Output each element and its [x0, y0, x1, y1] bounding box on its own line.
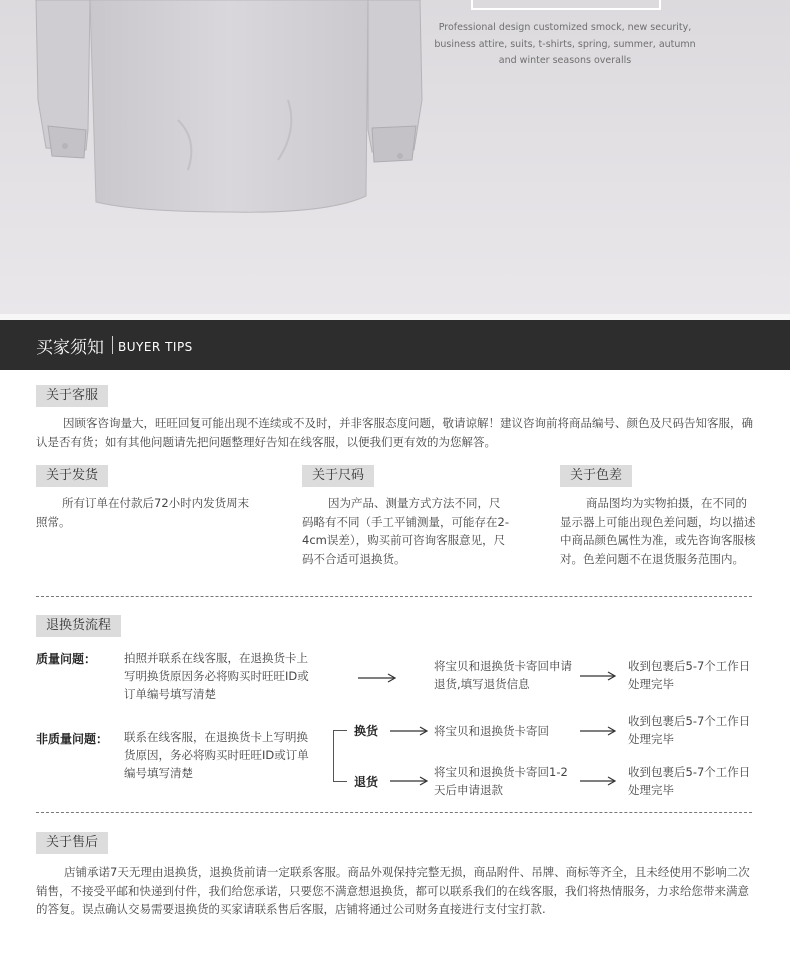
shirt-image [28, 0, 428, 214]
arrow-right-icon [358, 673, 396, 683]
quality-issue-label: 质量问题： [36, 652, 97, 666]
banner-frame [471, 0, 661, 10]
quality-return-step: 将宝贝和退换货卡寄回申请退货,填写退货信息 [434, 659, 572, 692]
color-tag: 关于色差 [560, 465, 632, 487]
arrow-right-icon [580, 776, 616, 786]
flow-bracket [333, 730, 347, 782]
header-separator [112, 336, 113, 354]
exchange-result: 收到包裹后5-7个工作日处理完毕 [628, 714, 751, 747]
header-title-cn: 买家须知 [36, 338, 104, 358]
customer-service-text: 因顾客咨询量大，旺旺回复可能出现不连续或不及时，并非客服态度问题，敬请谅解！建议咨询前将商品编号、颜色及尺码告知客服，确认是否有货；如有其他问题请先把问题整理好告知在线客服，以便我们更有效的为您解答。 [36, 416, 753, 449]
quality-result: 收到包裹后5-7个工作日处理完毕 [628, 659, 751, 692]
header-title-en: BUYER TIPS [118, 340, 193, 354]
buyer-tips-header [0, 320, 790, 370]
hero-banner [0, 0, 790, 314]
after-sales-tag: 关于售后 [36, 832, 108, 854]
refund-label: 退货 [354, 775, 379, 789]
size-tag: 关于尺码 [302, 465, 374, 487]
arrow-right-icon [390, 726, 428, 736]
arrow-right-icon [580, 671, 616, 681]
hero-description: Professional design customized smock, new security, business attire, suits, t-shirts, spring, summer, autumn and winter seasons overalls [434, 22, 696, 66]
dashed-divider-1 [36, 596, 752, 597]
shipping-text: 所有订单在付款后72小时内发货周末照常。 [36, 496, 250, 529]
after-sales-text: 店铺承诺7天无理由退换货，退换货前请一定联系客服。商品外观保持完整无损，商品附件、吊牌、商标等齐全，且未经使用不影响二次销售，不接受平邮和快递到付件，我们给您承诺，只要您不满意想退换货，都可以联系我们的在线客服，我们将热情服务，力求给您带来满意的答复。误点确认交易需要退换货的买家请联系售后客服，店铺将通过公司财务直接进行支付宝打款. [36, 865, 750, 917]
color-text: 商品图均为实物拍摄，在不同的显示器上可能出现色差问题，均以描述中商品颜色属性为准，或先咨询客服核对。色差问题不在退货服务范围内。 [560, 496, 756, 567]
return-flow-tag: 退换货流程 [36, 615, 121, 637]
quality-issue-desc: 拍照并联系在线客服，在退换货卡上写明换货原因务必将购买时旺旺ID或订单编号填写清楚 [124, 651, 309, 702]
non-quality-issue-label: 非质量问题： [36, 732, 109, 746]
refund-result: 收到包裹后5-7个工作日处理完毕 [628, 765, 751, 798]
size-text: 因为产品、测量方式方法不同，尺码略有不同（手工平铺测量，可能存在2-4cm误差），购买前可咨询客服意见，尺码不合适可退换货。 [302, 496, 509, 567]
exchange-step: 将宝贝和退换货卡寄回 [434, 724, 549, 738]
refund-step: 将宝贝和退换货卡寄回1-2天后申请退款 [434, 765, 568, 798]
shipping-tag: 关于发货 [36, 465, 108, 487]
arrow-right-icon [580, 726, 616, 736]
customer-service-tag: 关于客服 [36, 385, 108, 407]
exchange-label: 换货 [354, 724, 379, 738]
non-quality-issue-desc: 联系在线客服，在退换货卡上写明换货原因，务必将购买时旺旺ID或订单编号填写清楚 [124, 730, 309, 781]
dashed-divider-2 [36, 812, 752, 813]
arrow-right-icon [390, 776, 428, 786]
